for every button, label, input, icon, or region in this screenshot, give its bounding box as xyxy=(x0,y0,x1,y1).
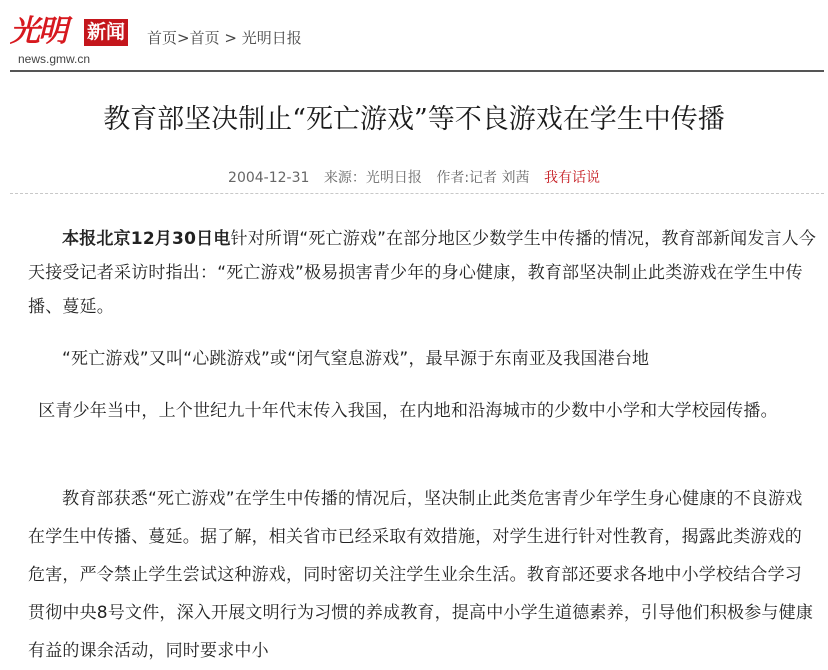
gmw-news-logo[interactable] xyxy=(10,14,138,68)
dateline: 本报北京12月30日电 xyxy=(62,229,231,249)
article-paragraph-1 xyxy=(28,222,818,324)
paragraph-text: 教育部获悉“死亡游戏”在学生中传播的情况后，坚决制止此类危害青少年学生身心健康的不良游戏在学生中传播、蔓延。据了解，相关省市已经采取有效措施，对学生进行针对性教育，揭露此类游戏的危害，严令禁止学生尝试这种游戏，同时密切关注学生业余生活。教育部还要求各地中小学校结合学习贯彻中央8号文件，深入开展文明行为习惯的养成教育，提高中小学生道德素养，引导他们积极参与健康有益的课余活动，同时要求中小 xyxy=(28,489,814,661)
breadcrumb-separator: > xyxy=(219,29,242,47)
article-paragraph-4 xyxy=(28,480,818,670)
paragraph-text: “死亡游戏”又叫“心跳游戏”或“闭气窒息游戏”，最早源于东南亚及我国港台地 xyxy=(62,349,650,369)
article-source: 来源：光明日报 xyxy=(323,170,422,186)
breadcrumb-separator: > xyxy=(177,29,190,47)
article-date: 2004-12-31 xyxy=(228,170,310,186)
paragraph-text: 针对所谓“死亡游戏”在部分地区少数学生中传播的情况，教育部新闻发言人今天接受记者采访时指出：“死亡游戏”极易损害青少年的身心健康，教育部坚决制止此类游戏在学生中传播、蔓延。 xyxy=(28,229,817,317)
logo-guangming-mark: 光明 xyxy=(10,14,66,49)
article-title: 教育部坚决制止“死亡游戏”等不良游戏在学生中传播 xyxy=(103,104,725,135)
paragraph-text: 区青少年当中，上个世纪九十年代末传入我国，在内地和沿海城市的少数中小学和大学校园传播。 xyxy=(38,401,778,421)
breadcrumb-home-1[interactable]: 首页 xyxy=(147,29,178,47)
header-divider xyxy=(10,70,824,72)
article-meta xyxy=(0,168,828,188)
article-paragraph-2 xyxy=(28,342,818,376)
logo-url: news.gmw.cn xyxy=(18,52,91,66)
article-author: 作者:记者 刘茜 xyxy=(436,170,530,186)
article-paragraph-3 xyxy=(28,394,818,428)
breadcrumb xyxy=(147,28,302,48)
site-header xyxy=(0,0,828,70)
logo-news-badge: 新闻 xyxy=(84,19,128,46)
meta-divider xyxy=(10,193,824,194)
comment-link[interactable]: 我有话说 xyxy=(543,170,600,186)
breadcrumb-home-2[interactable]: 首页 xyxy=(189,29,220,47)
breadcrumb-guangming-daily[interactable]: 光明日报 xyxy=(241,29,302,47)
